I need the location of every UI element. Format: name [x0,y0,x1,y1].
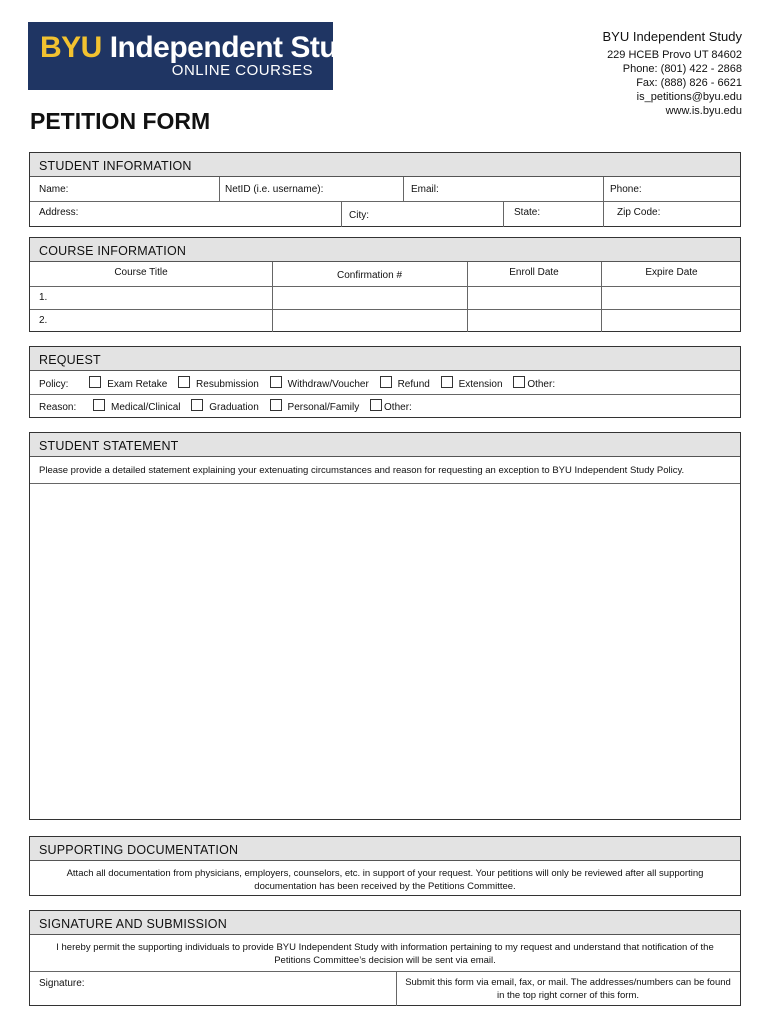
reason-checkbox[interactable] [270,399,282,411]
contact-org: BYU Independent Study [602,29,742,44]
logo-brand: BYU [40,31,102,64]
course-info-section [29,237,741,332]
email-field[interactable]: Email: [411,184,439,195]
student-info-header: STUDENT INFORMATION [30,153,740,177]
policy-checkbox[interactable] [178,376,190,388]
reason-row: Reason: Medical/Clinical Graduation Personal/Family Other: [39,399,420,413]
request-section [29,346,741,418]
page-title: PETITION FORM [30,108,211,134]
submit-note: Submit this form via email, fax, or mail. The addresses/numbers can be found in the top right corner of this form. [405,977,731,1001]
policy-checkbox[interactable] [270,376,282,388]
policy-checkbox[interactable] [380,376,392,388]
supporting-section [29,836,741,896]
signature-section [29,910,741,1006]
course-row-2[interactable]: 2. [39,315,48,326]
address-field[interactable]: Address: [39,207,79,218]
signature-field[interactable]: Signature: [39,978,85,989]
contact-email[interactable]: is_petitions@byu.edu [636,91,742,103]
statement-instruction: Please provide a detailed statement explaining your extenuating circumstances and reason for requesting an exception to BYU Independent Study Policy. [39,465,685,476]
policy-checkbox[interactable] [441,376,453,388]
contact-fax: Fax: (888) 826 - 6621 [636,77,742,89]
reason-checkbox[interactable] [370,399,382,411]
col-enroll-date: Enroll Date [509,267,559,278]
policy-checkbox[interactable] [513,376,525,388]
contact-phone: Phone: (801) 422 - 2868 [622,63,742,75]
phone-field[interactable]: Phone: [610,184,642,195]
contact-block [603,30,743,118]
supporting-text: Attach all documentation from physicians, employers, counselors, etc. in support of your request. Your petitions will only be reviewed after all supporting documentation has been received by the Petitions Committee. [66,868,704,892]
contact-address: 229 HCEB Provo UT 84602 [607,49,742,61]
statement-header: STUDENT STATEMENT [30,433,740,457]
course-row-1[interactable]: 1. [39,292,48,303]
netid-field[interactable]: NetID (i.e. username): [225,184,324,195]
policy-row: Policy: Exam Retake Resubmission Withdraw/Voucher Refund Extension Other: [39,376,563,390]
statement-section [29,432,741,820]
byu-logo [28,22,372,90]
logo-tagline: ONLINE COURSES [171,62,313,79]
logo-name: Independent Study [109,31,372,64]
city-field[interactable]: City: [349,210,369,221]
state-field[interactable]: State: [514,207,541,218]
student-info-section [29,152,741,227]
contact-web[interactable]: www.is.byu.edu [665,105,742,117]
col-expire-date: Expire Date [645,267,698,278]
permission-text: I hereby permit the supporting individuals to provide BYU Independent Study with information pertaining to my request and understand that notification of the Petitions Committee’s decision will be sent via email. [56,942,714,966]
col-confirmation: Confirmation # [336,270,403,281]
zip-field[interactable]: Zip Code: [617,207,661,218]
col-course-title: Course Title [114,267,168,278]
supporting-header: SUPPORTING DOCUMENTATION [30,837,740,861]
reason-label: Reason: [39,402,77,413]
course-info-header: COURSE INFORMATION [30,238,740,262]
request-header: REQUEST [30,347,740,371]
reason-checkbox[interactable] [93,399,105,411]
statement-textarea[interactable] [30,484,740,819]
policy-label: Policy: [39,379,69,390]
reason-checkbox[interactable] [191,399,203,411]
name-field[interactable]: Name: [39,184,69,195]
policy-checkbox[interactable] [89,376,101,388]
signature-header: SIGNATURE AND SUBMISSION [30,911,740,935]
